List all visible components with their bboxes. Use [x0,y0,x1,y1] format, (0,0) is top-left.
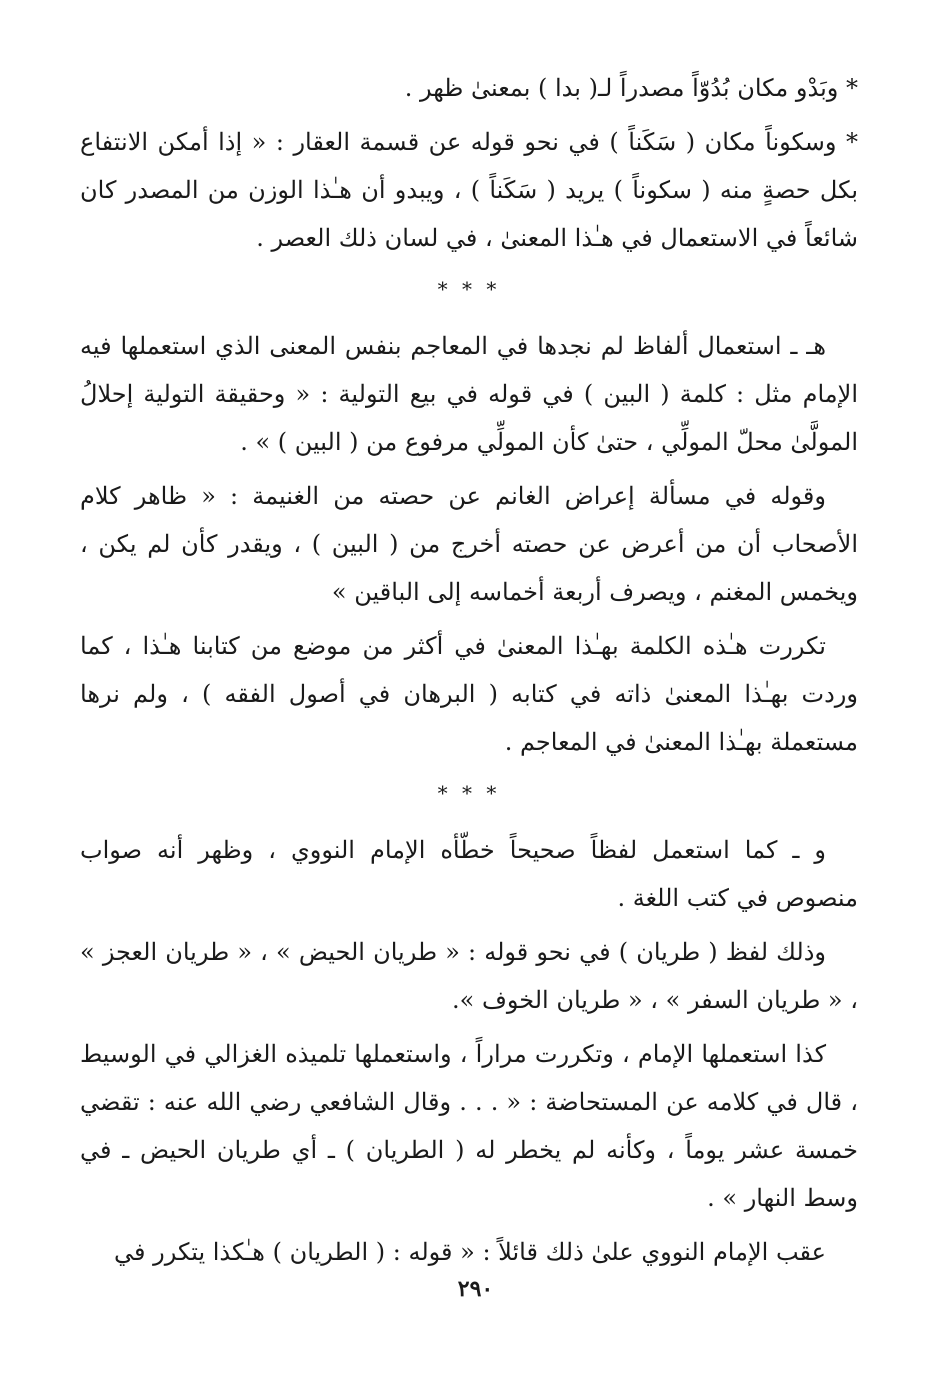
paragraph-ghazali: كذا استعملها الإمام ، وتكررت مراراً ، واستعملها تلميذه الغزالي في الوسيط ، قال في كلامه عن المستحاضة : « . . . وقال الشافعي رضي الله عنه : تقضي خمسة عشر يوماً ، وكأنه لم يخطر له ( الطريان ) ـ أي طريان الحيض ـ في وسط النهار » . [80,1040,858,1212]
section-separator: * * * [437,781,501,805]
paragraph-waw: و ـ كما استعمل لفظاً صحيحاً خطّأه الإمام النووي ، وظهر أنه صواب منصوص في كتب اللغة . [80,836,858,912]
paragraph-bayn-intro: هـ ـ استعمال ألفاظ لم نجدها في المعاجم بنفس المعنى الذي استعملها فيه الإمام مثل : كلمة ( البين ) في قوله في بيع التولية : « وحقيقة التولية إحلالُ المولَّىٰ محلّ المولِّي ، حتىٰ كأن المولِّي مرفوع من ( البين ) » . [80,332,858,456]
paragraph-tarayan: وذلك لفظ ( طريان ) في نحو قوله : « طريان الحيض » ، « طريان العجز » ، « طريان السفر » ، « طريان الخوف ». [80,938,858,1014]
paragraph-nawawi: عقب الإمام النووي علىٰ ذلك قائلاً : « قوله : ( الطريان ) هـٰكذا يتكرر في [114,1238,826,1266]
paragraph-ghanima: وقوله في مسألة إعراض الغانم عن حصته من الغنيمة : « ظاهر كلام الأصحاب أن من أعرض عن حصته أخرج من ( البين ) ، ويقدر كأن لم يكن ، ويخمس المغنم ، ويصرف أربعة أخماسه إلى الباقين » [80,482,858,606]
paragraph-bayn-repeat: تكررت هـٰذه الكلمة بهـٰذا المعنىٰ في أكثر من موضع من كتابنا هـٰذا ، كما وردت بهـٰذا المعنىٰ ذاته في كتابه ( البرهان في أصول الفقه ) ، ولم نرها مستعملة بهـٰذا المعنىٰ في المعاجم . [80,632,858,756]
page-body [80,64,858,1282]
paragraph-bdw: * وبَدْو مكان بُدُوّاً مصدراً لـ( بدا ) بمعنىٰ ظهر . [404,74,858,102]
page-number: ٢٩٠ [457,1276,494,1302]
section-separator: * * * [437,277,501,301]
paragraph-sukun: * وسكوناً مكان ( سَكَناً ) في نحو قوله عن قسمة العقار : « إذا أمكن الانتفاع بكل حصةٍ منه ( سكوناً ) يريد ( سَكَناً ) ، ويبدو أن هـٰذا الوزن من المصدر كان شائعاً في الاستعمال في هـٰذا المعنىٰ ، في لسان ذلك العصر . [80,128,858,252]
